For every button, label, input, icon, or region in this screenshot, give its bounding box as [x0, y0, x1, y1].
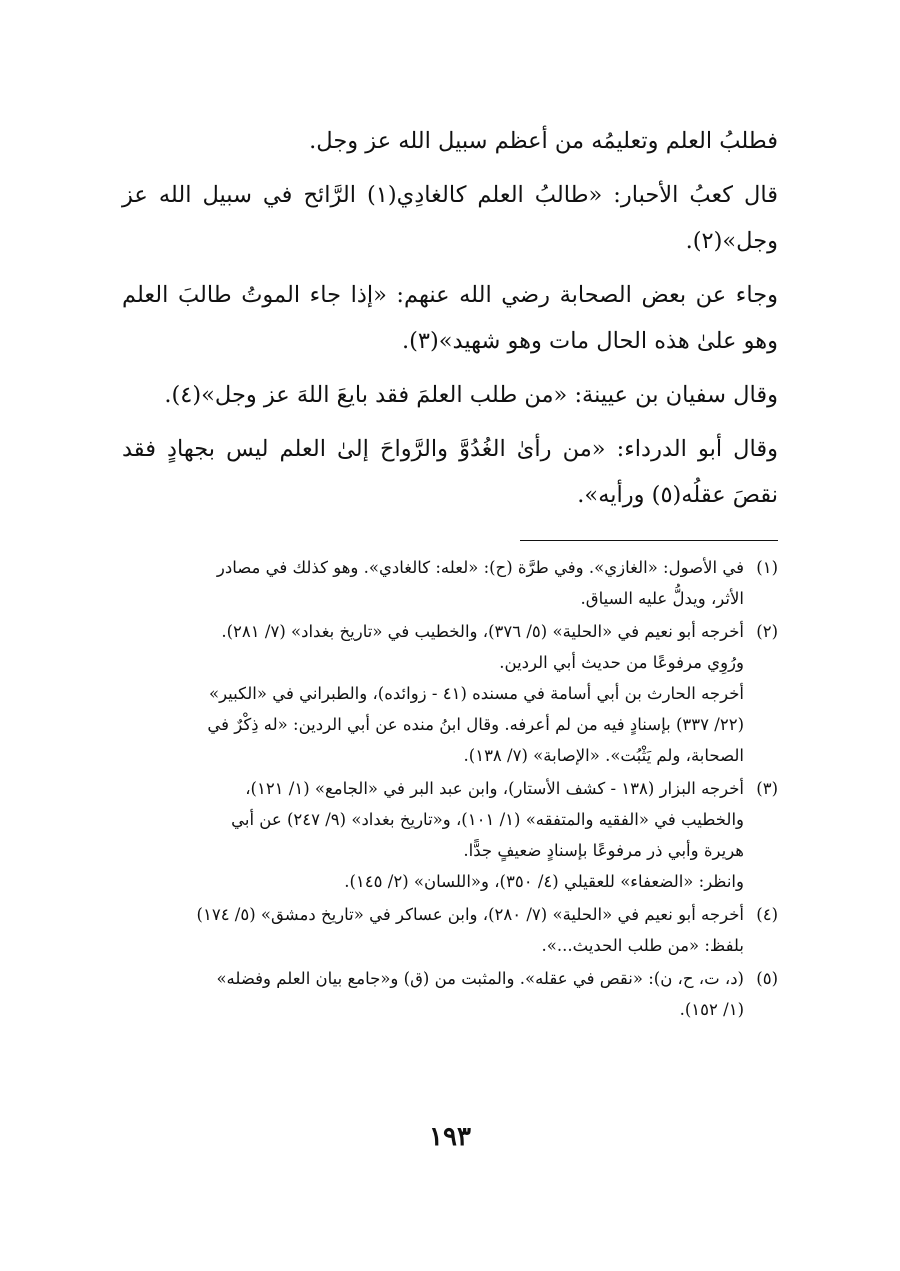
footnote-line: بلفظ: «من طلب الحديث...». — [541, 936, 744, 955]
footnote-line: أخرجه أبو نعيم في «الحلية» (٧/ ٢٨٠)، وابن عساكر في «تاريخ دمشق» (٥/ ١٧٤) — [196, 905, 744, 924]
footnote-line: (٢٢/ ٣٣٧) بإسنادٍ فيه من لم أعرفه. وقال ابنُ منده عن أبي الردين: «له ذِكْرٌ في — [207, 715, 744, 734]
footnotes — [122, 552, 778, 1027]
footnote-number: (٣) — [756, 779, 778, 798]
footnote-line: الأثر، ويدلُّ عليه السياق. — [580, 589, 744, 608]
footnote-line: هريرة وأبي ذر مرفوعًا بإسنادٍ ضعيفٍ جدًّا. — [463, 841, 744, 860]
footnote-3 — [122, 773, 778, 897]
footnote-line: أخرجه الحارث بن أبي أسامة في مسنده (٤١ - زوائده)، والطبراني في «الكبير» — [208, 684, 744, 703]
footnote-line: الصحابة، ولم يَثْبُت». «الإصابة» (٧/ ١٣٨). — [463, 746, 744, 765]
footnote-4 — [122, 899, 778, 961]
footnote-number: (٢) — [756, 622, 778, 641]
footnote-number: (٥) — [756, 969, 778, 988]
main-text — [122, 118, 778, 526]
paragraph: فطلبُ العلم وتعليمُه من أعظم سبيل الله عز وجل. — [309, 128, 778, 154]
footnote-number: (١) — [756, 558, 778, 577]
paragraph: وجاء عن بعض الصحابة رضي الله عنهم: «إذا جاء الموتُ طالبَ العلم وهو علىٰ هذه الحال مات وهو شهيد»(٣). — [122, 282, 778, 354]
footnote-line: والخطيب في «الفقيه والمتفقه» (١/ ١٠١)، و«تاريخ بغداد» (٩/ ٢٤٧) عن أبي — [231, 810, 744, 829]
footnote-1 — [122, 552, 778, 614]
footnote-2 — [122, 616, 778, 771]
footnote-5 — [122, 963, 778, 1025]
footnote-line: في الأصول: «الغازي». وفي طرَّة (ح): «لعله: كالغادي». وهو كذلك في مصادر — [216, 558, 744, 577]
footnote-separator — [520, 540, 778, 541]
footnote-line: ورُوِي مرفوعًا من حديث أبي الردين. — [499, 653, 744, 672]
paragraph: قال كعبُ الأحبار: «طالبُ العلم كالغادِي(١) الرَّائح في سبيل الله عز وجل»(٢). — [122, 182, 778, 254]
paragraph: وقال سفيان بن عيينة: «من طلب العلمَ فقد بايعَ اللهَ عز وجل»(٤). — [164, 382, 778, 408]
footnote-line: أخرجه البزار (١٣٨ - كشف الأستار)، وابن عبد البر في «الجامع» (١/ ١٢١)، — [245, 779, 744, 798]
footnote-line: أخرجه أبو نعيم في «الحلية» (٥/ ٣٧٦)، والخطيب في «تاريخ بغداد» (٧/ ٢٨١). — [221, 622, 744, 641]
footnote-line: (د، ت، ح، ن): «نقص في عقله». والمثبت من (ق) و«جامع بيان العلم وفضله» — [216, 969, 744, 988]
page-number: ١٩٣ — [429, 1122, 471, 1152]
paragraph: وقال أبو الدرداء: «من رأىٰ الغُدُوَّ والرَّواحَ إلىٰ العلم ليس بجهادٍ فقد نقصَ عقلُه(٥) ورأيه». — [122, 436, 778, 508]
footnote-line: (١/ ١٥٢). — [679, 1000, 744, 1019]
footnote-number: (٤) — [756, 905, 778, 924]
footnote-line: وانظر: «الضعفاء» للعقيلي (٤/ ٣٥٠)، و«اللسان» (٢/ ١٤٥). — [344, 872, 744, 891]
